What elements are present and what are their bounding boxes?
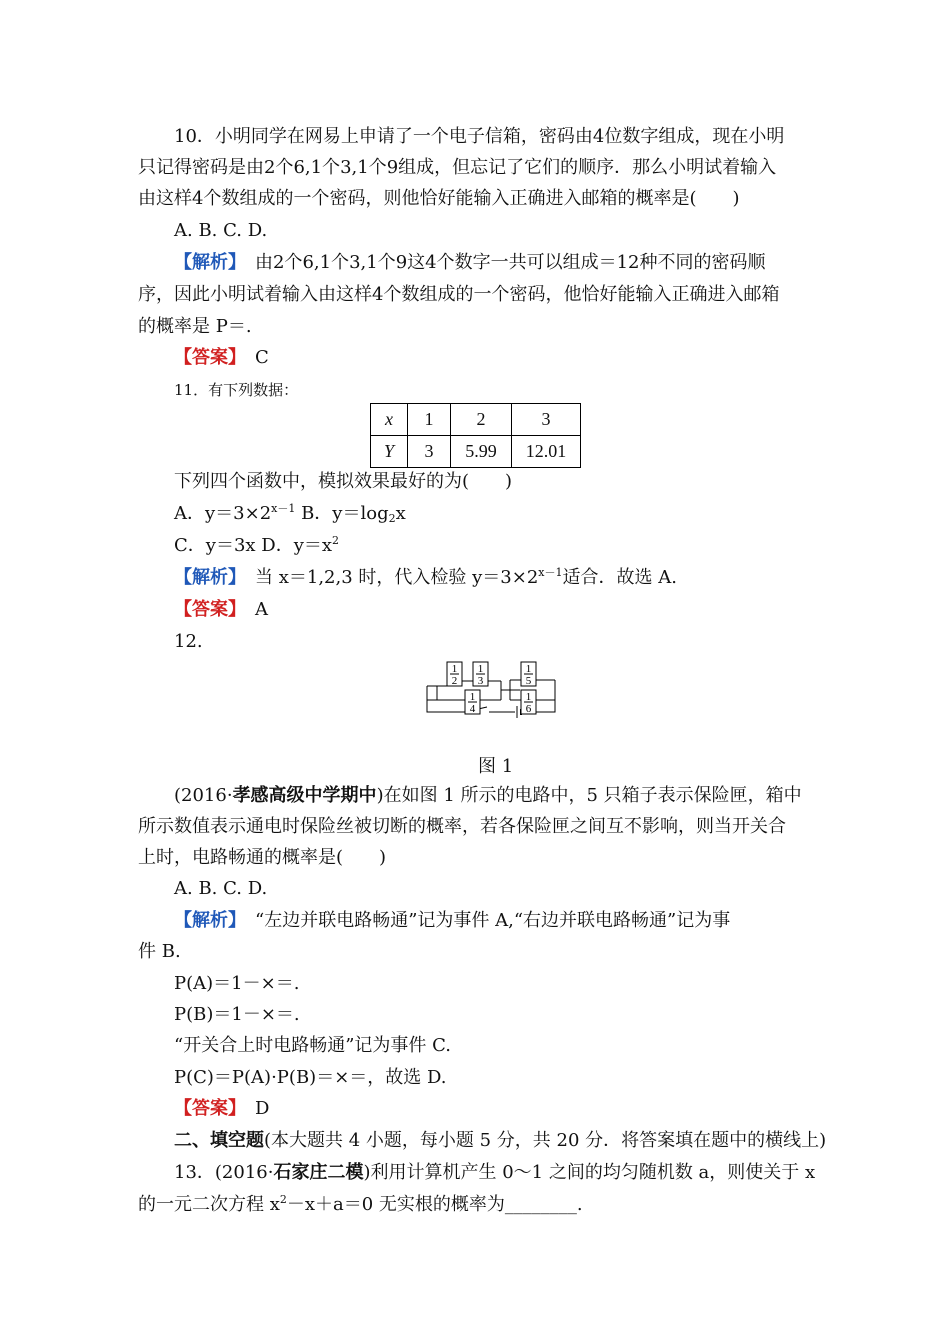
q12-number: 12. <box>174 631 203 652</box>
q11-options-cd <box>174 534 339 558</box>
q12-stem-line-1: (2016·孝感高级中学期中)在如图 1 所示的电路中，5 只箱子表示保险匣，箱中 <box>174 785 802 806</box>
fuse-numerator: 1 <box>525 691 532 703</box>
q10-analysis-line-2: 序，因此小明试着输入由这样4个数组成的一个密码，他恰好能输入正确进入邮箱 <box>138 284 780 305</box>
fuse-box <box>465 690 480 715</box>
fuse-box <box>447 662 462 687</box>
q11-option-b: B．y＝log <box>295 503 389 524</box>
figure-caption: 图 1 <box>478 756 514 777</box>
q12-analysis-line-1 <box>174 909 730 933</box>
q10-analysis-line-1 <box>174 251 766 275</box>
fuse-denominator: 5 <box>525 675 532 687</box>
section-heading <box>174 1129 826 1153</box>
fuse-box <box>521 662 536 687</box>
fuse-numerator: 1 <box>477 663 484 675</box>
q12-stem-line-2: 所示数值表示通电时保险丝被切断的概率，若各保险匣之间互不影响，则当开关合 <box>138 816 786 837</box>
q10-answer-value: C <box>255 347 269 368</box>
q12-prob-a: P(A)＝1－×＝. <box>174 973 300 994</box>
q13-line-1 <box>174 1161 815 1185</box>
fuse-denominator: 4 <box>469 703 476 715</box>
q10-analysis-tag: 【解析】 <box>174 252 237 273</box>
q12-answer-tag: 【答案】 <box>174 1098 237 1119</box>
q10-stem-line-1: 10．小明同学在网易上申请了一个电子信箱，密码由4位数字组成，现在小明 <box>174 126 785 147</box>
section-description: (本大题共 4 小题，每小题 5 分，共 20 分．将答案填在题中的横线上) <box>264 1130 827 1151</box>
q11-option-a-exponent: x－1 <box>271 502 296 515</box>
q13-exponent: 2 <box>279 1193 287 1206</box>
q11-option-cd: C．y＝3x D．y＝x <box>174 535 333 556</box>
table-cell: 3 <box>408 436 451 468</box>
q11-question: 下列四个函数中，模拟效果最好的为( ) <box>174 471 513 492</box>
q11-answer-tag: 【答案】 <box>174 599 237 620</box>
fuse-numerator: 1 <box>469 691 476 703</box>
q12-stem-text: 在如图 1 所示的电路中，5 只箱子表示保险匣，箱中 <box>383 785 802 806</box>
q11-analysis-tag: 【解析】 <box>174 567 237 588</box>
q13-prefix: 13．(2016· <box>174 1162 274 1183</box>
circuit-wire-left <box>427 686 465 712</box>
q10-analysis-line-3: 的概率是 P＝. <box>138 316 252 337</box>
fuse-box <box>521 690 536 715</box>
q11-stem: 11．有下列数据： <box>174 381 299 399</box>
q11-data-table <box>370 403 581 468</box>
q13-source: 石家庄二模 <box>273 1162 364 1183</box>
q12-prob-b: P(B)＝1－×＝. <box>174 1004 300 1025</box>
fuse-denominator: 6 <box>525 703 532 715</box>
q12-event-c: “开关合上时电路畅通”记为事件 C. <box>174 1035 451 1056</box>
fuse-box <box>473 662 488 687</box>
q11-option-b-var: x <box>395 503 406 524</box>
table-row <box>371 404 581 436</box>
q11-analysis-exponent: x－1 <box>538 566 563 579</box>
table-cell: 2 <box>451 404 512 436</box>
q10-answer <box>174 346 269 370</box>
q11-options-ab <box>174 502 406 526</box>
q12-prob-c: P(C)＝P(A)·P(B)＝×＝，故选 D. <box>174 1067 447 1088</box>
q11-analysis-post: 适合．故选 A. <box>562 567 677 588</box>
q10-stem-line-2: 只记得密码是由2个6,1个3,1个9组成，但忘记了它们的顺序．那么小明试着输入 <box>138 157 777 178</box>
q11-option-a: A．y＝3×2 <box>174 503 272 524</box>
circuit-diagram <box>425 660 565 722</box>
table-cell: Y <box>371 436 408 468</box>
q12-stem-line-3: 上时，电路畅通的概率是( ) <box>138 847 387 868</box>
q12-source: 孝感高级中学期中 <box>232 785 377 806</box>
section-title: 二、填空题 <box>174 1130 264 1151</box>
fuse-denominator: 3 <box>477 675 484 687</box>
q12-analysis-tag: 【解析】 <box>174 910 237 931</box>
q10-options: A. B. C. D. <box>174 220 268 241</box>
q11-analysis-pre: 当 x＝1,2,3 时，代入检验 y＝3×2 <box>255 567 539 588</box>
q10-stem-line-3: 由这样4个数组成的一个密码，则他恰好能输入正确进入邮箱的概率是( ) <box>138 188 740 209</box>
fuse-denominator: 2 <box>451 675 458 687</box>
q13-text: )利用计算机产生 0～1 之间的均匀随机数 a，则使关于 x <box>363 1162 816 1183</box>
fuse-numerator: 1 <box>451 663 458 675</box>
q11-option-b-base: 2 <box>388 512 396 525</box>
q10-answer-tag: 【答案】 <box>174 347 237 368</box>
table-cell: 1 <box>408 404 451 436</box>
q12-analysis-text: “左边并联电路畅通”记为事件 A,“右边并联电路畅通”记为事 <box>255 910 731 931</box>
fuse-numerator: 1 <box>525 663 532 675</box>
q12-analysis-line-2: 件 B. <box>138 941 181 962</box>
q11-analysis <box>174 566 677 590</box>
q12-answer-value: D <box>255 1098 270 1119</box>
table-cell: 12.01 <box>512 436 581 468</box>
q11-answer-value: A <box>255 599 268 620</box>
table-cell: 5.99 <box>451 436 512 468</box>
q13-line-2 <box>138 1193 583 1217</box>
q13-equation-post: －x＋a＝0 无实根的概率为________. <box>286 1194 583 1215</box>
q12-source-open: (2016· <box>174 785 233 806</box>
q11-option-d-exponent: 2 <box>332 534 340 547</box>
table-cell: x <box>371 404 408 436</box>
q12-answer <box>174 1097 269 1121</box>
q10-analysis-text: 由2个6,1个3,1个9这4个数字一共可以组成＝12种不同的密码顺 <box>255 252 766 273</box>
q11-answer <box>174 598 268 622</box>
q12-options: A. B. C. D. <box>174 878 268 899</box>
table-cell: 3 <box>512 404 581 436</box>
table-row <box>371 436 581 468</box>
q13-equation-pre: 的一元二次方程 x <box>138 1194 280 1215</box>
